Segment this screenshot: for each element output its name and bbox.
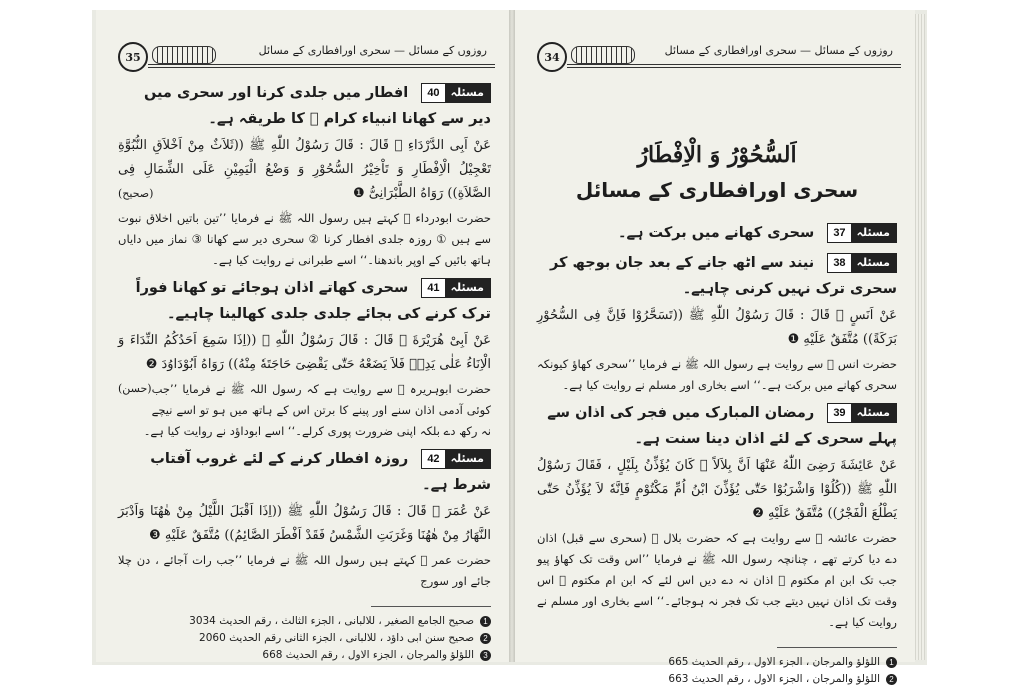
masala-number: 39 <box>828 404 850 422</box>
page-edges <box>915 14 925 660</box>
masala-heading <box>537 400 897 452</box>
masala-tag <box>827 253 897 273</box>
header-ornament-icon <box>152 46 216 64</box>
hadith-arabic <box>118 134 491 206</box>
footnote <box>118 647 491 664</box>
hadith-arabic-text: عَنْ اَبِیْ هُرَیْرَةَ ﷛ قَالَ : قَالَ رَسُوْلُ اللّٰهِ ﷺ ((اِذَا سَمِعَ اَحَدُكُمُ النِّدَاءَ وَ الْاِنَاءُ عَلٰی یَدِهٖ فَلاَ یَضَعْهُ حَتّٰی یَقْضِیَ حَاجَتَهٗ مِنْهُ)) رَوَاهُ اَبُوْدَاوُدَ ❷ <box>118 333 491 372</box>
hadith-translation: حضرت ابوہریرہ ﷛ سے روایت ہے کہ رسول اللہ ﷺ نے فرمایا ’’جب کوئی آدمی اذان سنے اور پینے کا برتن اس کے ہاتھ میں ہو تو اسے نیچے نہ رکھ دے بلکہ اپنی ضرورت پوری کرلے۔‘‘ اسے ابوداؤد نے روایت کیا ہے۔ <box>143 382 491 438</box>
masala-number: 37 <box>828 224 850 242</box>
hadith-translation: حضرت عمر ﷛ کہتے ہیں رسول اللہ ﷺ نے فرمایا ’’جب رات آجائے ، دن چلا جائے اور سورج <box>118 553 491 588</box>
running-head-separator: — <box>796 44 812 57</box>
header-ornament-icon <box>571 46 635 64</box>
footnote-text: اللؤلؤ والمرجان ، الجزء الاول ، رقم الحدیث 668 <box>262 649 474 661</box>
masala-tag <box>421 278 491 298</box>
masala-tag <box>827 403 897 423</box>
page-header <box>118 44 495 70</box>
hadith-arabic: عَنْ عَائِشَةَ رَضِیَ اللّٰهُ عَنْهَا اَنَّ بِلاَلاً ﷛ كَانَ یُؤَذِّنُ بِلَیْلٍ ، فَقَالَ رَسُوْلُ اللّٰهِ ﷺ ((كُلُوْا وَاشْرَبُوْا حَتّٰی یُؤَذِّنَ ابْنُ اُمِّ مَكْتُوْمٍ فَاِنَّهٗ لاَ یُؤَذِّنُ حَتّٰی یَطْلُعَ الْفَجْرُ)) مُتَّفَقٌ عَلَیْهِ ❷ <box>537 458 897 521</box>
footnote <box>118 630 491 647</box>
header-rule <box>148 67 495 68</box>
hadith-translation: حضرت ابودرداء ﷛ کہتے ہیں رسول اللہ ﷺ نے فرمایا ’’تین باتیں اخلاق نبوت سے ہیں ① روزہ جلدی افطار کرنا ② سحری دیر سے کھانا ③ نماز میں دایاں ہاتھ بائیں کے اوپر باندھنا۔‘‘ اسے طبرانی نے روایت کیا ہے۔ <box>118 211 491 267</box>
footnote-divider <box>777 647 897 648</box>
page-number: 34 <box>537 42 567 72</box>
masala-number: 42 <box>422 450 444 468</box>
masala-number: 40 <box>422 84 444 102</box>
chapter-title-arabic: اَلسُّحُوْرُ وَ الْاِفْطَارُ <box>637 142 797 168</box>
masala-heading-text: سحری کھاتے اذان ہوجائے تو کھانا فوراً ترک کرنے کی بجائے جلدی جلدی کھالینا چاہیے۔ <box>135 280 491 322</box>
running-head <box>665 44 893 57</box>
hadith-arabic-text: عَنْ عُمَرَ ﷛ قَالَ : قَالَ رَسُوْلُ اللّٰهِ ﷺ ((اِذَا اَقْبَلَ اللَّیْلُ مِنْ هٰهُنَا وَاَدْبَرَ النَّهَارُ مِنْ هٰهُنَا وَغَرَبَتِ الشَّمْسُ فَقَدْ اَفْطَرَ الصَّائِمُ)) مُتَّفَقٌ عَلَیْهِ ❸ <box>118 504 491 543</box>
hadith-arabic <box>118 500 491 548</box>
footnote-text: اللؤلؤ والمرجان ، الجزء الاول ، رقم الحدیث 663 <box>668 673 880 685</box>
running-head-sub: سحری اورافطاری کے مسائل <box>664 44 797 57</box>
footnote <box>537 654 897 671</box>
hadith-grade: (صحیح) <box>118 187 154 200</box>
footnote-marker: 2 <box>886 674 897 685</box>
masala-heading <box>118 446 491 498</box>
running-head <box>259 44 487 57</box>
page-content <box>118 76 491 664</box>
masala-tag-label: مسئلہ <box>445 450 490 468</box>
masala-heading-text: نیند سے اٹھ جانے کے بعد جان بوجھ کر سحری ترک نہیں کرنی چاہیے۔ <box>550 255 897 297</box>
running-head-main: روزوں کے مسائل <box>814 44 893 57</box>
hadith-arabic-text: عَنْ اَبِی الدَّرْدَاءِ ﷛ قَالَ : قَالَ رَسُوْلُ اللّٰهِ ﷺ ((ثَلاَثٌ مِنْ اَخْلاَقِ النُّبُوَّةِ تَعْجِیْلُ الْاِفْطَارِ وَ تَاْخِیْرُ السُّحُوْرِ وَ وَضْعُ الْیَمِیْنِ عَلَی الشِّمَالِ فِی الصَّلاَةِ)) رَوَاهُ الطَّبْرَانِیُّ ❶ <box>118 138 491 201</box>
masala-number: 38 <box>828 254 850 272</box>
page-header <box>537 44 901 70</box>
running-head-sub: سحری اورافطاری کے مسائل <box>258 44 391 57</box>
hadith-arabic: عَنْ اَنَسٍ ﷛ قَالَ : قَالَ رَسُوْلُ اللّٰهِ ﷺ ((تَسَحَّرُوْا فَاِنَّ فِی السُّحُوْرِ بَرَكَةً)) مُتَّفَقٌ عَلَیْهِ ❶ <box>537 308 897 347</box>
masala-tag-label: مسئلہ <box>851 404 896 422</box>
footnote-marker: 2 <box>480 633 491 644</box>
hadith-translation: حضرت عائشہ ﷞ سے روایت ہے کہ حضرت بلال ﷛ (سحری سے قبل) اذان دے دیا کرتے تھے ، چنانچہ رسول اللہ ﷺ نے فرمایا ’’اس وقت تک کھاؤ پیو جب تک ابن ام مکتوم ﷛ اذان نہ دے دیں اس لئے کہ ابن ام مکتوم ﷛ اس وقت تک اذان نہیں دیتے جب تک فجر نہ ہوجائے۔‘‘ اسے بخاری اور مسلم نے روایت کیا ہے۔ <box>537 531 897 629</box>
masala-tag <box>421 83 491 103</box>
chapter-title-urdu: سحری اورافطاری کے مسائل <box>575 178 859 202</box>
masala-heading <box>537 250 897 302</box>
masala-tag-label: مسئلہ <box>445 84 490 102</box>
masala-heading-text: سحری کھانے میں برکت ہے۔ <box>617 225 815 241</box>
footnote-text: صحیح سنن ابی داؤد ، للالبانی ، الجزء الثانی رقم الحدیث 2060 <box>199 632 474 644</box>
header-rule <box>567 67 901 68</box>
right-page <box>515 10 915 685</box>
header-rule <box>148 64 495 65</box>
masala-heading-text: رمضان المبارک میں فجر کی اذان سے پہلے سحری کے لئے اذان دینا سنت ہے۔ <box>547 405 897 447</box>
masala-tag <box>421 449 491 469</box>
masala-heading-text: روزہ افطار کرنے کے لئے غروب آفتاب شرط ہے۔ <box>150 451 491 493</box>
page-number: 35 <box>118 42 148 72</box>
masala-tag-label: مسئلہ <box>851 224 896 242</box>
masala-heading <box>537 220 897 246</box>
footnote-marker: 1 <box>480 616 491 627</box>
footnote <box>118 613 491 630</box>
page-content <box>537 76 897 688</box>
hadith-arabic <box>118 329 491 395</box>
masala-tag <box>827 223 897 243</box>
masala-heading-text: افطار میں جلدی کرنا اور سحری میں دیر سے کھانا انبیاء کرام ﷤ کا طریقہ ہے۔ <box>143 85 491 127</box>
hadith-grade: (حسن) <box>118 382 152 395</box>
masala-tag-label: مسئلہ <box>445 279 490 297</box>
masala-heading <box>118 275 491 327</box>
footnote-text: اللؤلؤ والمرجان ، الجزء الاول ، رقم الحدیث 665 <box>668 656 880 668</box>
footnote-text: صحیح الجامع الصغیر ، للالبانی ، الجزء الثالث ، رقم الحدیث 3034 <box>189 615 474 627</box>
masala-tag-label: مسئلہ <box>851 254 896 272</box>
footnote-divider <box>371 606 491 607</box>
footnote <box>537 671 897 688</box>
header-rule <box>567 64 901 65</box>
footnote-marker: 3 <box>480 650 491 661</box>
masala-number: 41 <box>422 279 444 297</box>
left-page <box>96 10 509 662</box>
masala-heading <box>118 80 491 132</box>
footnote-marker: 1 <box>886 657 897 668</box>
hadith-translation: حضرت انس ﷛ سے روایت ہے رسول اللہ ﷺ نے فرمایا ’’سحری کھاؤ کیونکہ سحری کھانے میں برکت ہے۔‘‘ اسے بخاری اور مسلم نے روایت کیا ہے۔ <box>537 357 897 392</box>
running-head-separator: — <box>390 44 406 57</box>
running-head-main: روزوں کے مسائل <box>408 44 487 57</box>
